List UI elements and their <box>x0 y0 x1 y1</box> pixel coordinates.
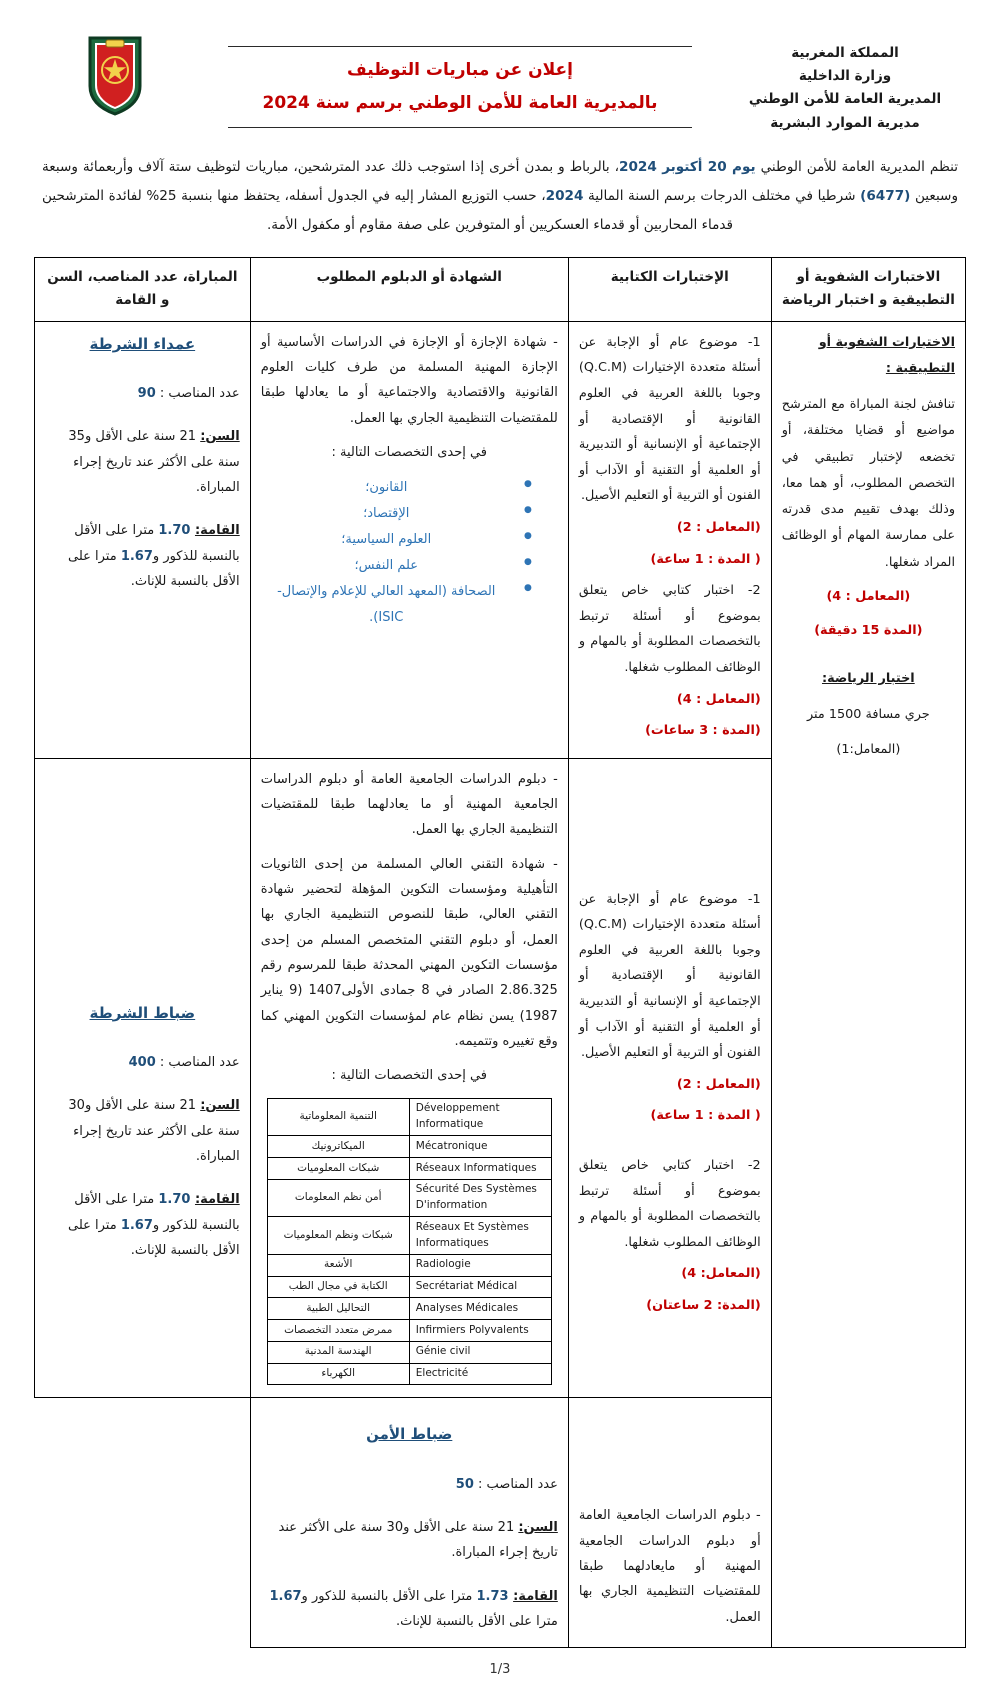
emblem-container <box>40 30 190 118</box>
list-item: ● القانون؛ <box>261 475 532 501</box>
specialty-fr: Infirmiers Polyvalents <box>409 1320 551 1342</box>
post-cell-2 <box>35 758 251 1398</box>
post-height-text-a: مترا على الأقل بالنسبة للذكور و <box>301 1588 477 1604</box>
specialty-row <box>267 1341 551 1363</box>
intro-paragraph <box>42 153 958 241</box>
specialty-ar: الكتابة في مجال الطب <box>267 1276 409 1298</box>
written-item1-coefficient: (المعامل : 2) <box>676 1076 761 1092</box>
post-cell-1 <box>35 321 251 758</box>
intro-part-4: ، حسب التوزيع المشار إليه في الجدول أسفله، يحتفظ منها بنسبة 25% لفائدة المترشحين قدماء المحاربين أو قدماء العسكريين أو المتوفرين على صفة مقاوم أو مكفول الأمة. <box>42 188 734 234</box>
specialty-ar: الميكاترونيك <box>267 1136 409 1158</box>
specialty-row <box>267 1098 551 1136</box>
written-item2-coefficient: (المعامل : 4) <box>676 691 761 707</box>
post-count-value: 50 <box>455 1476 474 1492</box>
specialty-fr: Réseaux Informatiques <box>409 1158 551 1180</box>
specialty-ar: شبكات المعلوميات <box>267 1158 409 1180</box>
ministry-block <box>730 30 960 135</box>
written-item1-heading: 1- موضوع عام أو الإجابة عن أسئلة متعددة الإختيارات (Q.C.M) وجوبا باللغة العربية في العلوم القانونية أو الإقتصادية أو الإجتماعية أو الإنسانية أو التدبيرية أو العلمية أو التقنية أو الآداب أو الفنون أو التربية أو التعليم الأصيل. <box>578 334 761 504</box>
specialty-row <box>267 1254 551 1276</box>
specialty-fr: Secrétariat Médical <box>409 1276 551 1298</box>
post-age-value: 21 سنة على الأقل و30 سنة على الأكثر عند تاريخ إجراء المباراة. <box>278 1519 558 1561</box>
post-count-line <box>45 1050 240 1075</box>
written-item1-duration: ( المدة : 1 ساعة) <box>650 551 761 567</box>
post-count-line <box>261 1472 558 1497</box>
specialty-fr: Electricité <box>409 1363 551 1385</box>
diploma-cell-1 <box>250 321 568 758</box>
diploma-paragraph-2: - شهادة التقني العالي المسلمة من إحدى الثانويات التأهيلية ومؤسسات التكوين المؤهلة لتحضير شهادة التقني العالي، طبقا للنصوص التنظيمية الجاري بها العمل، أو دبلوم التقني المتخصص المسلم من إحدى مؤسسات التكوين المهني المحدثة طبقا للمرسوم رقم 2.86.325 الصادر في 8 جمادى الأولى1407 (9 يناير 1987) يسن نظام عام لمؤسسات التكوين المهني كما وقع تغييره وتتميمه. <box>260 856 558 1050</box>
diploma-paragraph: - دبلوم الدراسات الجامعية العامة أو دبلوم الدراسات الجامعية المهنية أو مايعادلهما طبقا للمقتضيات التنظيمية الجاري بها العمل. <box>578 1508 761 1625</box>
post-height-line <box>45 1187 240 1263</box>
oral-tests-duration: (المدة 15 دقيقة) <box>814 622 923 638</box>
post-count-value: 90 <box>137 386 156 402</box>
specialty-fr: Analyses Médicales <box>409 1298 551 1320</box>
post-height-line <box>45 518 240 594</box>
post-cell-3 <box>250 1398 568 1648</box>
post-height-label: القامة: <box>194 523 240 539</box>
post-count-value: 400 <box>128 1054 156 1070</box>
diploma-specs-intro: في إحدى التخصصات التالية : <box>331 1068 488 1084</box>
diploma-specs-intro: في إحدى التخصصات التالية : <box>331 445 488 461</box>
ministry-line-4: مديرية الموارد البشرية <box>770 114 920 131</box>
intro-part-3: شرطيا في مختلف الدرجات برسم السنة المالية <box>583 188 861 205</box>
specialty-row <box>267 1363 551 1385</box>
post-age-line <box>261 1515 558 1566</box>
oral-tests-body: تنافش لجنة المباراة مع المترشح مواضيع أو قضايا مختلفة، أو تخضعه لإختبار تطبيقي في التخصص المطلوب، أو هما معا، وذلك بهدف تقييم مدى قدرته على ممارسة المهام أو الوظائف المراد شغلها. <box>781 397 955 570</box>
ministry-line-3: المديرية العامة للأمن الوطني <box>748 91 942 108</box>
written-item2-heading: 2- اختبار كتابي خاص يتعلق بموضوع أو أسئلة ترتبط بالتخصصات المطلوبة أو بالمهام و الوظائف المطلوب شغلها. <box>578 1158 761 1250</box>
written-item1-heading: 1- موضوع عام أو الإجابة عن أسئلة متعددة الإختيارات (Q.C.M) وجوبا باللغة العربية في العلوم القانونية أو الإقتصادية أو الإجتماعية أو الإنسانية أو التدبيرية أو العلمية أو التقنية أو الآداب أو الفنون أو التربية أو التعليم الأصيل. <box>578 891 761 1061</box>
document-header <box>34 26 966 135</box>
table-row <box>35 321 966 758</box>
written-item2-duration: (المدة : 3 ساعات) <box>645 723 761 739</box>
recruitment-table <box>34 257 966 1649</box>
post-height-text-b: مترا على الأقل بالنسبة للإناث. <box>396 1613 558 1629</box>
post-height-line <box>261 1584 558 1635</box>
sport-test-coefficient: (المعامل:1) <box>836 741 901 757</box>
specialty-fr: Sécurité Des Systèmes D'information <box>409 1179 551 1217</box>
written-item1-duration: ( المدة : 1 ساعة) <box>650 1108 761 1124</box>
intro-year: 2024 <box>545 188 584 205</box>
specialty-ar: الهندسة المدنية <box>267 1341 409 1363</box>
specialty-fr: Développement Informatique <box>409 1098 551 1136</box>
written-tests-cell-1 <box>568 321 771 758</box>
sport-test-body: جري مسافة 1500 متر <box>806 707 930 723</box>
post-height-label: القامة: <box>513 1588 558 1604</box>
title-rule-bottom <box>228 127 692 128</box>
written-item1-coefficient: (المعامل : 2) <box>676 519 761 535</box>
post-height-text-b: مترا على الأقل بالنسبة للإناث. <box>67 548 240 590</box>
written-item2-duration: (المدة: 2 ساعتان) <box>646 1298 761 1313</box>
page-subtitle: بالمديرية العامة للأمن الوطني برسم سنة 2024 <box>262 93 658 114</box>
intro-part-1: تنظم المديرية العامة للأمن الوطني <box>755 158 958 175</box>
specialty-ar: أمن نظم المعلومات <box>267 1179 409 1217</box>
specialty-row <box>267 1158 551 1180</box>
specialty-fr: Réseaux Et Systèmes Informatiques <box>409 1217 551 1255</box>
national-security-emblem-icon <box>84 34 146 118</box>
list-item: ● علم النفس؛ <box>261 553 532 579</box>
post-age-value: 21 سنة على الأقل و35 سنة على الأكثر عند تاريخ إجراء المباراة. <box>68 429 240 496</box>
written-item2-heading: 2- اختبار كتابي خاص يتعلق بموضوع أو أسئلة ترتبط بالتخصصات المطلوبة أو بالمهام و الوظائف المطلوب شغلها. <box>578 583 761 675</box>
specialties-table <box>267 1098 552 1386</box>
specialty-row <box>267 1298 551 1320</box>
page-title: إعلان عن مباريات التوظيف <box>346 60 573 80</box>
post-age-label: السن: <box>200 1098 240 1114</box>
header-post-info: المباراة، عدد المناصب، السن و القامة <box>35 257 251 321</box>
written-item2-coefficient: (المعامل: 4) <box>681 1266 761 1282</box>
table-header-row <box>35 257 966 321</box>
specialty-ar: ممرض متعدد التخصصات <box>267 1320 409 1342</box>
specialty-fr: Génie civil <box>409 1341 551 1363</box>
post-height-text-b: مترا على الأقل بالنسبة للإناث. <box>67 1217 240 1258</box>
specialty-fr: Mécatronique <box>409 1136 551 1158</box>
specialty-row <box>267 1276 551 1298</box>
specialty-ar: التنمية المعلوماتية <box>267 1098 409 1136</box>
diploma-cell-3 <box>568 1398 771 1648</box>
specialty-ar: التحاليل الطبية <box>267 1298 409 1320</box>
post-count-label: عدد المناصب : <box>159 1054 240 1070</box>
oral-tests-cell <box>771 321 965 1647</box>
post-age-line <box>45 424 240 500</box>
post-title: عمداء الشرطة <box>89 334 196 353</box>
post-count-label: عدد المناصب : <box>159 386 240 402</box>
diploma-cell-2 <box>250 758 568 1398</box>
post-count-line <box>45 381 240 406</box>
specialty-row <box>267 1136 551 1158</box>
post-age-label: السن: <box>200 429 240 445</box>
intro-date: يوم 20 أكتوبر 2024 <box>619 158 756 175</box>
oral-tests-heading: الاختبارات الشفوية أو التطبيقية : <box>818 334 955 376</box>
diploma-paragraph-1: - دبلوم الدراسات الجامعية العامة أو دبلوم الدراسات الجامعية المهنية أو ما يعادلهما طبقا للمقتضيات التنظيمية الجاري بها العمل. <box>260 771 558 838</box>
sport-test-heading: اختبار الرياضة: <box>821 671 915 687</box>
written-tests-cell-2 <box>568 758 771 1398</box>
ministry-line-1: المملكة المغربية <box>791 45 899 61</box>
specialty-row <box>267 1320 551 1342</box>
oral-tests-coefficient: (المعامل : 4) <box>826 588 911 604</box>
post-height-text-a: مترا على الأقل بالنسبة للذكور و <box>74 523 240 564</box>
post-title: ضباط الأمن <box>366 1425 453 1444</box>
post-height-female: 1.67 <box>120 1217 153 1233</box>
specialty-ar: الأشعة <box>267 1254 409 1276</box>
specialty-ar: شبكات ونظم المعلوميات <box>267 1217 409 1255</box>
page-number: 1/3 <box>489 1662 511 1678</box>
post-height-label: القامة: <box>194 1192 240 1208</box>
intro-part-2: ، بالرباط و بمدن أخرى إذا استوجب ذلك عدد المترشحين، مباريات لتوظيف ستة آلاف وأربعمائة وسبعة وسبعين <box>42 158 959 205</box>
diploma-paragraph: - شهادة الإجازة أو الإجازة في الدراسات الأساسية أو الإجازة المهنية المسلمة من طرف كليات العلوم القانونية والاقتصادية والاجتماعية أو ما يعادلها طبقا للمقتضيات التنظيمية الجاري بها العمل. <box>260 334 558 426</box>
specialty-ar: الكهرباء <box>267 1363 409 1385</box>
specialty-fr: Radiologie <box>409 1254 551 1276</box>
intro-count: (6477) <box>860 188 911 205</box>
header-written-tests: الإختبارات الكتابية <box>568 257 771 321</box>
post-height-female: 1.67 <box>269 1588 302 1604</box>
title-block <box>190 30 730 128</box>
specialty-row <box>267 1217 551 1255</box>
post-height-female: 1.67 <box>120 548 153 564</box>
post-title: ضباط الشرطة <box>89 1003 196 1022</box>
list-item: ● الصحافة (المعهد العالي للإعلام والإتصال-ISIC). <box>261 579 532 631</box>
post-count-label: عدد المناصب : <box>478 1476 558 1492</box>
post-height-text-a: مترا على الأقل بالنسبة للذكور و <box>74 1192 240 1233</box>
header-oral-tests: الاختبارات الشفوية أو التطبيقية و اختبار الرياضة <box>771 257 965 321</box>
post-age-line <box>45 1093 240 1169</box>
diploma-specs-list <box>261 475 532 631</box>
post-height-male: 1.70 <box>158 523 195 539</box>
post-height-male: 1.73 <box>476 1588 514 1604</box>
list-item: ● العلوم السياسية؛ <box>261 527 532 553</box>
list-item: ● الإقتصاد؛ <box>261 501 532 527</box>
ministry-line-2: وزارة الداخلية <box>798 68 892 85</box>
header-diploma: الشهادة أو الدبلوم المطلوب <box>250 257 568 321</box>
post-age-label: السن: <box>518 1519 558 1535</box>
specialty-row <box>267 1179 551 1217</box>
post-height-male: 1.70 <box>158 1192 195 1208</box>
post-age-value: 21 سنة على الأقل و30 سنة على الأكثر عند تاريخ إجراء المباراة. <box>68 1098 240 1164</box>
